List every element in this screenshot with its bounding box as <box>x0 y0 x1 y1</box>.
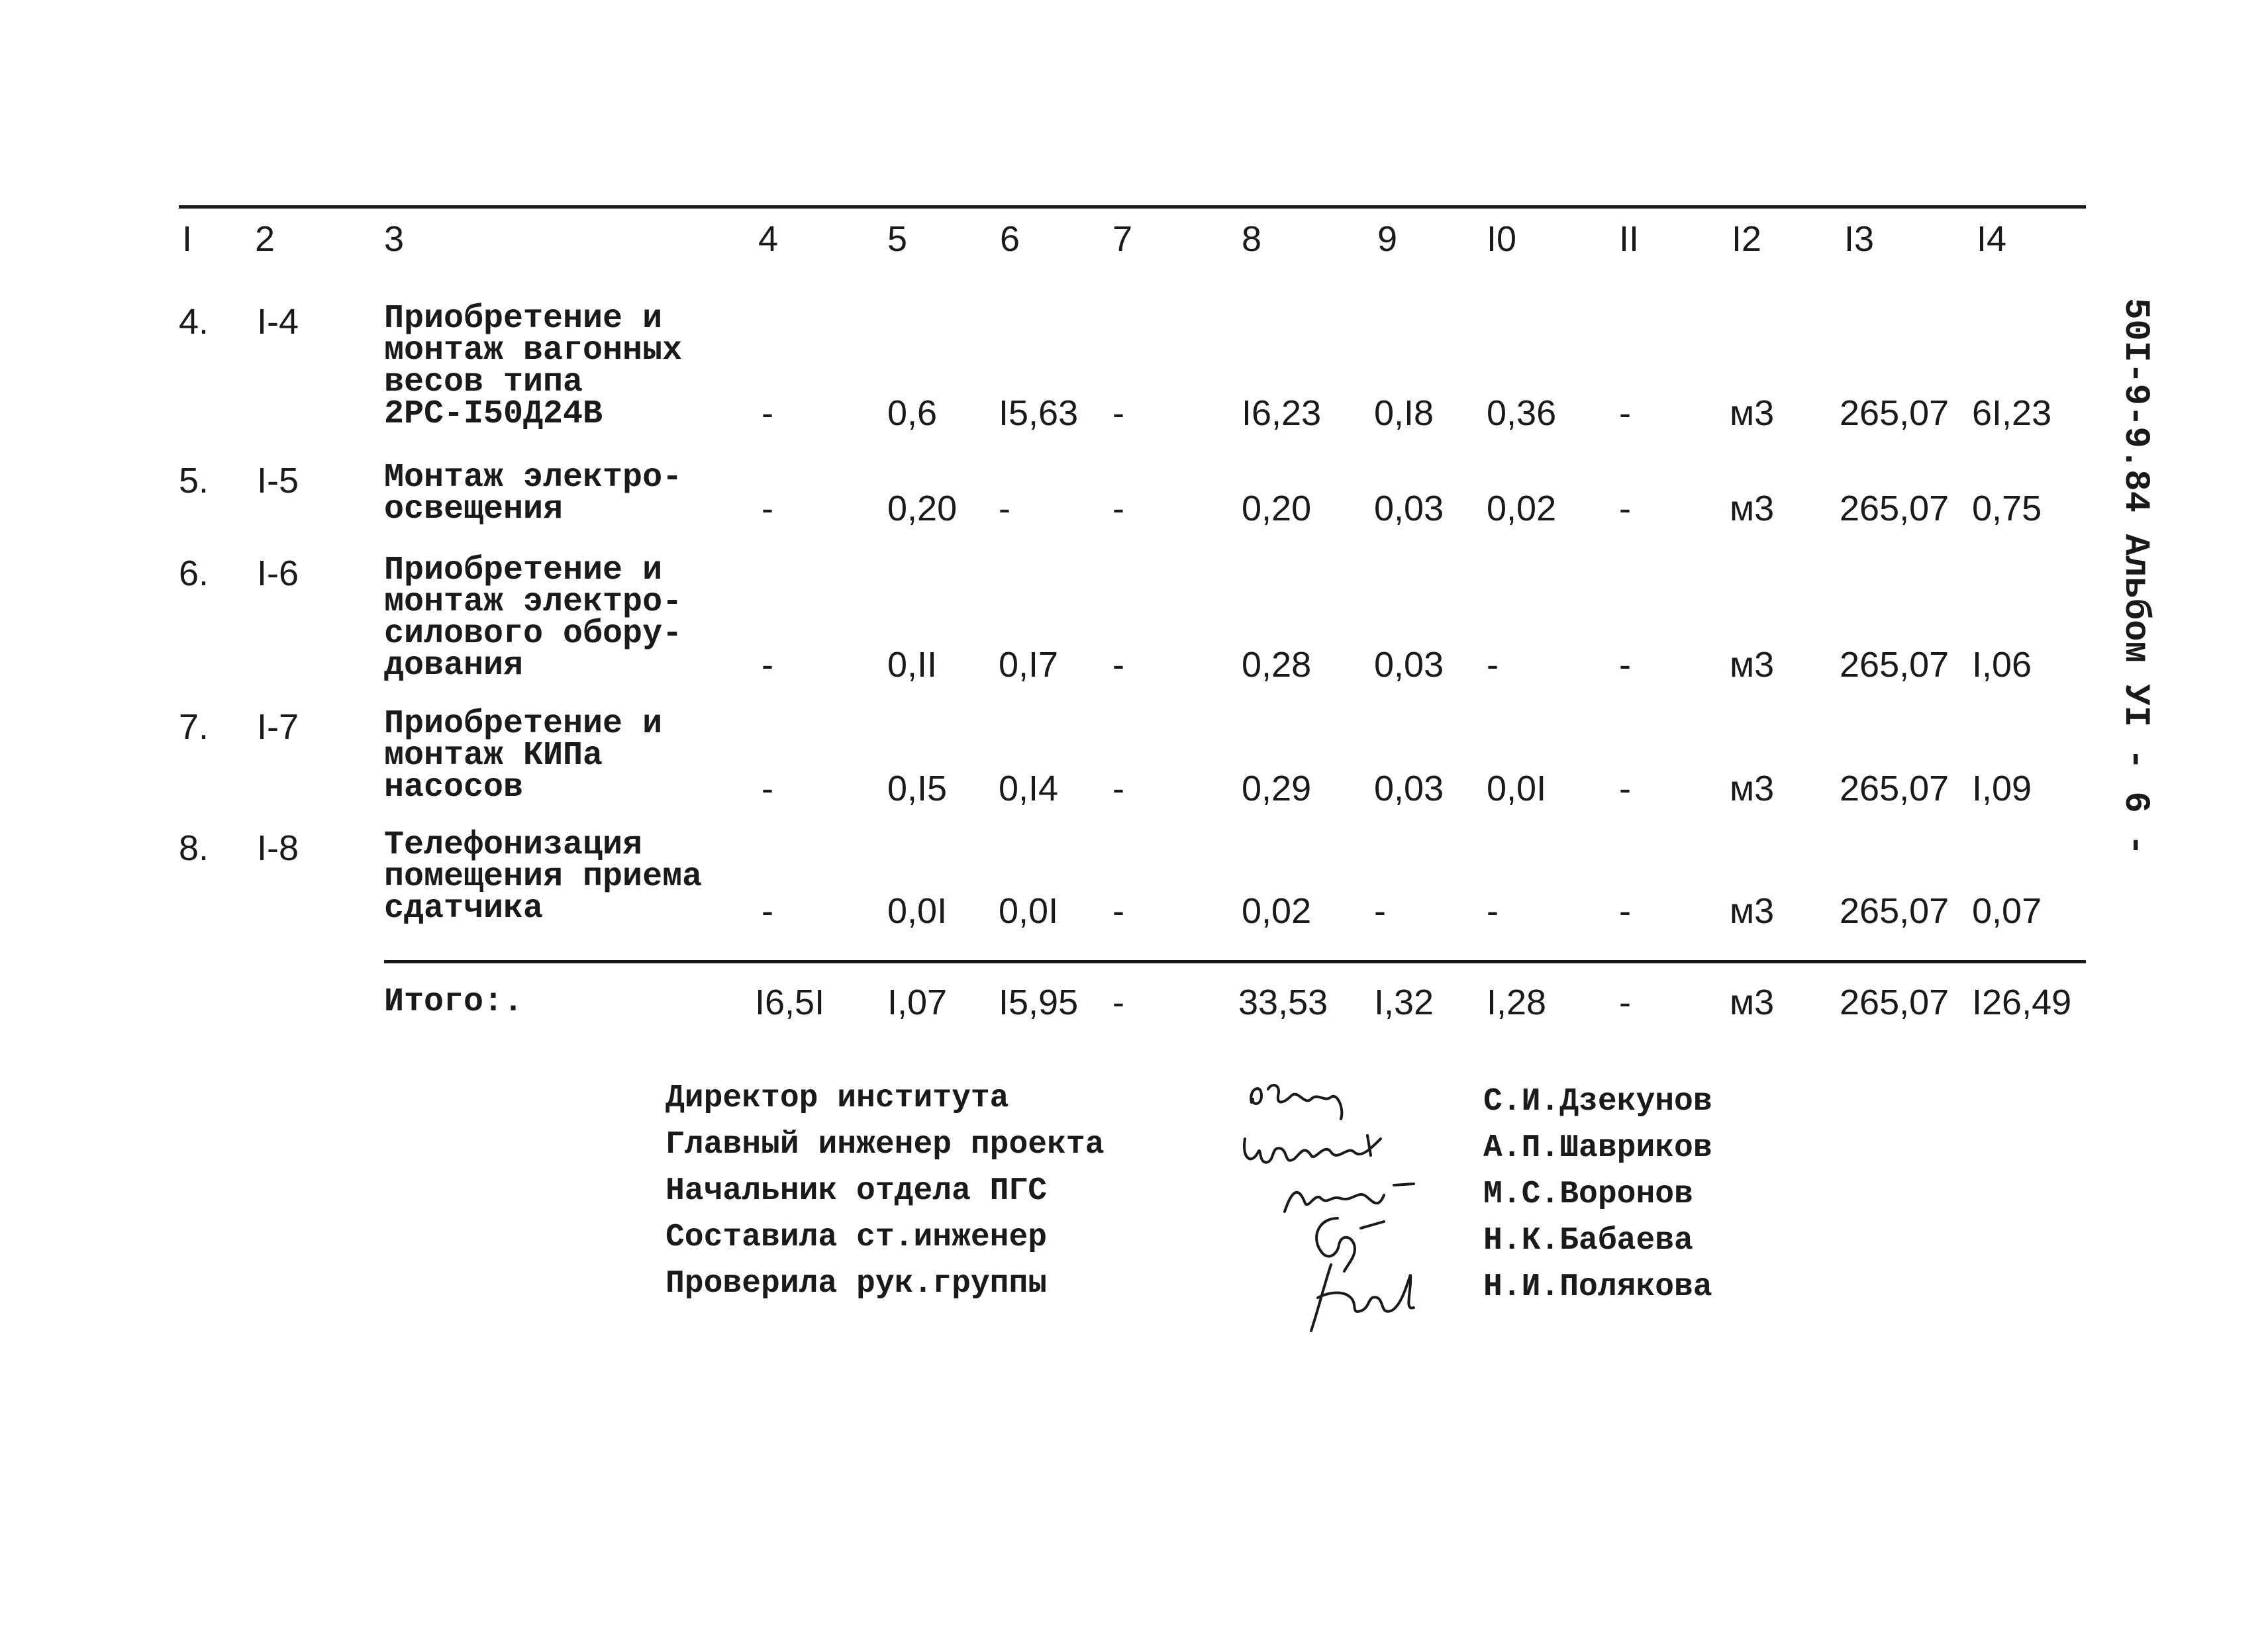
cell-col-10: 0,36 <box>1487 393 1557 433</box>
cell-col-10: - <box>1487 645 1499 685</box>
cell-col-12: м3 <box>1730 645 1775 685</box>
signature-role: Директор института <box>666 1081 1009 1116</box>
row-code: I-8 <box>257 828 299 868</box>
cell-col-8: 0,28 <box>1242 645 1312 685</box>
cell-col-5: 0,0I <box>887 891 948 931</box>
signature-name: А.П.Шавриков <box>1483 1130 1712 1166</box>
cell-col-9: 0,03 <box>1374 489 1444 528</box>
total-col-5: I,07 <box>887 983 948 1022</box>
cell-col-5: 0,II <box>887 645 938 685</box>
cell-col-14: I,09 <box>1972 769 2032 808</box>
header-col-6: 6 <box>1000 219 1020 259</box>
row-description: Телефонизация помещения приема сдатчика <box>384 826 703 928</box>
cell-col-8: I6,23 <box>1242 393 1322 433</box>
cell-col-6: 0,0I <box>999 891 1059 931</box>
cell-col-14: 6I,23 <box>1972 393 2052 433</box>
cell-col-4: - <box>762 891 773 931</box>
cell-col-12: м3 <box>1730 769 1775 808</box>
cell-col-7: - <box>1112 891 1124 931</box>
cell-col-6: - <box>999 489 1011 528</box>
cell-col-7: - <box>1112 489 1124 528</box>
cell-col-12: м3 <box>1730 891 1775 931</box>
header-col-7: 7 <box>1112 219 1133 259</box>
cell-col-11: - <box>1619 489 1631 528</box>
cell-col-8: 0,20 <box>1242 489 1312 528</box>
signature-name: С.И.Дзекунов <box>1483 1084 1712 1120</box>
table-top-rule <box>179 205 2086 209</box>
row-code: I-5 <box>257 461 299 501</box>
cell-col-9: 0,I8 <box>1374 393 1434 433</box>
signature-role: Составила ст.инженер <box>666 1220 1048 1255</box>
cell-col-13: 265,07 <box>1840 769 1949 808</box>
cell-col-9: 0,03 <box>1374 769 1444 808</box>
header-col-13: I3 <box>1844 219 1875 259</box>
cell-col-4: - <box>762 393 773 433</box>
row-code: I-7 <box>257 707 299 747</box>
total-col-11: - <box>1619 983 1631 1022</box>
header-col-2: 2 <box>255 219 275 259</box>
signature-name: Н.К.Бабаева <box>1483 1223 1693 1259</box>
header-col-10: I0 <box>1487 219 1517 259</box>
cell-col-9: - <box>1374 891 1386 931</box>
row-number: 4. <box>179 302 209 342</box>
header-col-14: I4 <box>1977 219 2007 259</box>
handwritten-signature-5 <box>1298 1251 1430 1337</box>
cell-col-9: 0,03 <box>1374 645 1444 685</box>
signature-name: Н.И.Полякова <box>1483 1269 1712 1305</box>
cell-col-13: 265,07 <box>1840 393 1949 433</box>
cell-col-8: 0,02 <box>1242 891 1312 931</box>
cell-col-7: - <box>1112 645 1124 685</box>
cell-col-5: 0,20 <box>887 489 958 528</box>
total-col-14: I26,49 <box>1972 983 2072 1022</box>
cell-col-4: - <box>762 769 773 808</box>
cell-col-4: - <box>762 489 773 528</box>
cell-col-10: - <box>1487 891 1499 931</box>
signature-role: Проверила рук.группы <box>666 1266 1048 1302</box>
cell-col-8: 0,29 <box>1242 769 1312 808</box>
total-label: Итого:. <box>384 983 524 1021</box>
row-description: Приобретение и монтаж электро- силового обору- дования <box>384 552 683 685</box>
header-col-11: II <box>1619 219 1640 259</box>
header-col-4: 4 <box>758 219 779 259</box>
total-col-13: 265,07 <box>1840 983 1949 1022</box>
total-col-7: - <box>1112 983 1124 1022</box>
signature-role: Главный инженер проекта <box>666 1127 1105 1163</box>
cell-col-10: 0,0I <box>1487 769 1547 808</box>
row-description: Приобретение и монтаж вагонных весов типа 2РС-I50Д24В <box>384 300 683 433</box>
cell-col-12: м3 <box>1730 489 1775 528</box>
header-col-8: 8 <box>1242 219 1262 259</box>
side-document-code: 50I-9-9.84 Альбом УI - 6 - <box>2115 298 2155 856</box>
row-code: I-6 <box>257 554 299 593</box>
cell-col-14: I,06 <box>1972 645 2032 685</box>
total-col-10: I,28 <box>1487 983 1547 1022</box>
cell-col-14: 0,07 <box>1972 891 2042 931</box>
total-col-9: I,32 <box>1374 983 1434 1022</box>
cell-col-13: 265,07 <box>1840 645 1949 685</box>
cell-col-12: м3 <box>1730 393 1775 433</box>
cell-col-13: 265,07 <box>1840 489 1949 528</box>
row-number: 5. <box>179 461 209 501</box>
cell-col-7: - <box>1112 393 1124 433</box>
cell-col-6: 0,I7 <box>999 645 1059 685</box>
cell-col-5: 0,6 <box>887 393 938 433</box>
row-number: 8. <box>179 828 209 868</box>
header-col-3: 3 <box>384 219 405 259</box>
cell-col-10: 0,02 <box>1487 489 1557 528</box>
cell-col-5: 0,I5 <box>887 769 948 808</box>
cell-col-4: - <box>762 645 773 685</box>
cell-col-11: - <box>1619 393 1631 433</box>
total-rule <box>384 960 2086 963</box>
cell-col-11: - <box>1619 891 1631 931</box>
row-description: Приобретение и монтаж КИПа насосов <box>384 705 663 806</box>
row-number: 6. <box>179 554 209 593</box>
cell-col-6: 0,I4 <box>999 769 1059 808</box>
row-code: I-4 <box>257 302 299 342</box>
cell-col-6: I5,63 <box>999 393 1079 433</box>
header-col-5: 5 <box>887 219 908 259</box>
cell-col-13: 265,07 <box>1840 891 1949 931</box>
cell-col-11: - <box>1619 769 1631 808</box>
total-col-4: I6,5I <box>755 983 825 1022</box>
header-col-12: I2 <box>1732 219 1762 259</box>
signature-name: М.С.Воронов <box>1483 1177 1693 1212</box>
cell-col-14: 0,75 <box>1972 489 2042 528</box>
total-col-12: м3 <box>1730 983 1775 1022</box>
cell-col-11: - <box>1619 645 1631 685</box>
cell-col-7: - <box>1112 769 1124 808</box>
header-col-9: 9 <box>1377 219 1398 259</box>
signature-role: Начальник отдела ПГС <box>666 1173 1048 1209</box>
header-col-1: I <box>182 219 193 259</box>
row-description: Монтаж электро- освещения <box>384 459 683 528</box>
row-number: 7. <box>179 707 209 747</box>
total-col-6: I5,95 <box>999 983 1079 1022</box>
total-col-8: 33,53 <box>1238 983 1328 1022</box>
